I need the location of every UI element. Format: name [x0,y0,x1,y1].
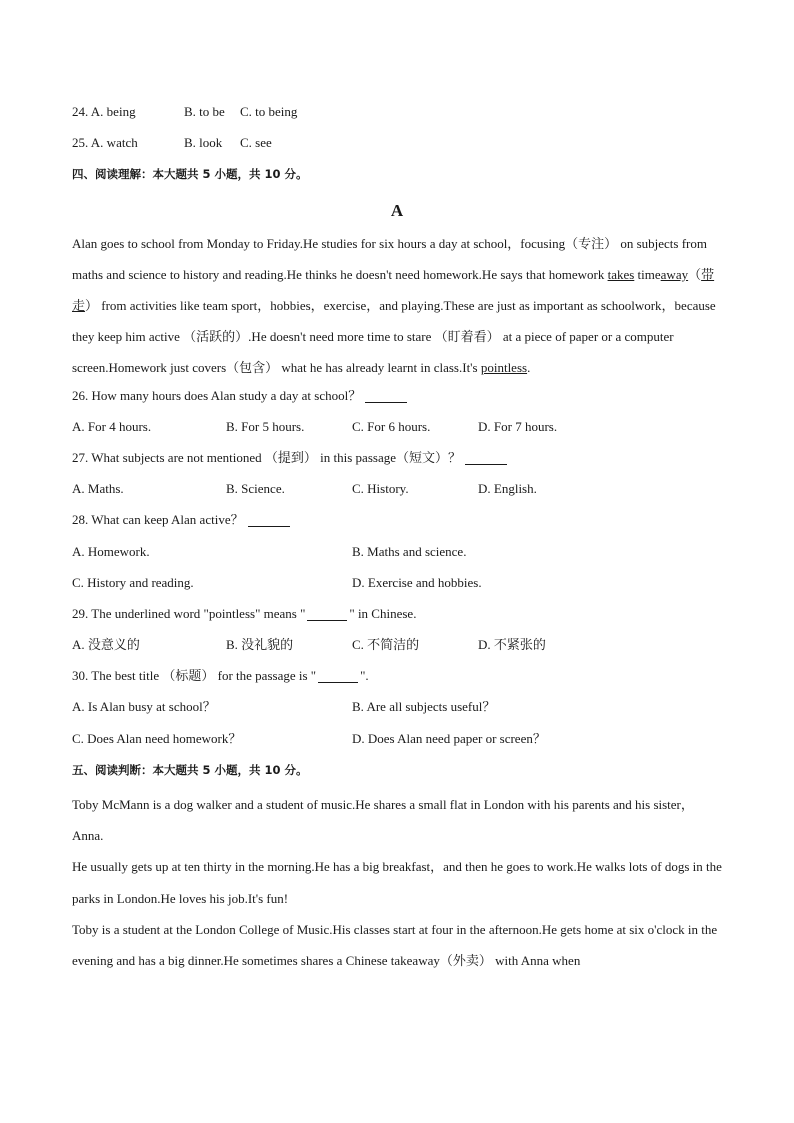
q29-option-d: D. 不紧张的 [478,637,546,653]
underlined-away: away [660,266,689,282]
q27-option-c: C. History. [352,481,409,497]
passage-a-paren: （ [688,266,702,282]
question-30-options-cd [72,727,722,758]
q27-stem-text: 27. What subjects are not mentioned （提到） in this passage（短文）？ [72,449,461,465]
q27-option-a: A. Maths. [72,481,124,497]
q25-option-a [72,131,138,155]
section-5-heading: 五、阅读判断：本大题共 5 小题，共 10 分。 [72,762,308,777]
underlined-daizou: 带走 [72,266,715,313]
underlined-takes: takes [607,266,635,282]
q28-option-b: B. Maths and science. [352,543,467,559]
passage-a-title: A [390,200,404,220]
q25-option-c: C. see [240,135,272,151]
passage-a-end: . [527,360,531,376]
q27-option-b: B. Science. [226,481,285,497]
q28-stem-text: 28. What can keep Alan active？ [72,512,244,528]
q24-option-a-text: A. being [90,104,136,119]
q30-option-b: B. Are all subjects useful？ [352,699,496,715]
q24-option-b: B. to be [184,104,225,119]
question-27-stem [72,446,722,477]
q24-number: 24. [72,104,89,119]
answer-blank [248,512,290,527]
question-27-options [72,477,722,508]
passage-a-time: time [634,266,661,282]
question-29-options [72,633,722,664]
passage-a-part-1: Alan goes to school from Monday to Friday.He studies for six hours a day at school，focusing（专注） on subjects from maths and science to history and reading.He thinks he doesn't need homework.He says that homework [72,235,707,282]
q28-option-a: A. Homework. [72,543,150,559]
q28-option-d: D. Exercise and hobbies. [352,574,482,590]
question-28-stem [72,508,722,539]
q26-option-a: A. For 4 hours. [72,418,152,434]
q26-option-d: D. For 7 hours. [478,418,558,434]
question-26-options [72,415,722,446]
answer-blank [318,668,358,683]
section-4-heading: 四、阅读理解：本大题共 5 小题，共 10 分。 [72,167,308,182]
underlined-pointless: pointless [480,360,528,376]
q26-stem-text: 26. How many hours does Alan study a day at school？ [72,387,362,403]
question-30-options-ab [72,695,722,726]
question-26-stem [72,384,722,415]
q30-option-c: C. Does Alan need homework？ [72,730,242,746]
q25-number: 25. [72,135,89,151]
q27-option-d: D. English. [478,481,537,497]
q26-option-c: C. For 6 hours. [352,418,431,434]
q25-option-a-text: A. watch [90,135,138,151]
q29-option-c: C. 不简洁的 [352,637,420,653]
q30-option-d: D. Does Alan need paper or screen？ [352,730,546,746]
q29-stem-post: " in Chinese. [349,605,417,621]
q29-option-b: B. 没礼貌的 [226,637,294,653]
q30-stem-pre: 30. The best title （标题） for the passage is " [72,668,317,684]
exam-page [72,100,722,976]
q25-option-b: B. look [184,135,223,151]
q29-option-a: A. 没意义的 [72,637,140,653]
q30-option-a: A. Is Alan busy at school？ [72,699,216,715]
passage-a-text [72,228,722,384]
q24-option-c: C. to being [240,104,298,119]
question-28-options-cd [72,571,722,602]
passage-a-part-2: ） from activities like team sport，hobbies，exercise，and playing.These are just as important as schoolwork，because they keep him active （活跃的）.He doesn't need more time to stare （盯着看） at a piece of paper or a computer screen.Homework just covers（包含） what he has already learnt in class.It's [72,297,716,376]
answer-blank [307,606,347,621]
passage-b-paragraph-1: Toby McMann is a dog walker and a student of music.He shares a small flat in London with his parents and his sister，Anna. [72,797,694,844]
q30-stem-post: ". [360,668,369,684]
question-25 [72,131,722,162]
question-29-stem [72,602,722,633]
q24-option-a [72,100,136,124]
question-24 [72,100,722,131]
passage-b-paragraph-3: Toby is a student at the London College of Music.His classes start at four in the afternoon.He gets home at six o'clock in the evening and has a big dinner.He sometimes shares a Chinese takeaway（外卖） with Anna when [72,921,718,969]
answer-blank [465,450,507,465]
answer-blank [365,388,407,403]
q28-option-c: C. History and reading. [72,574,194,590]
question-30-stem [72,664,722,695]
question-28-options-ab [72,540,722,571]
q26-option-b: B. For 5 hours. [226,418,305,434]
q29-stem-pre: 29. The underlined word "pointless" means " [72,605,306,621]
passage-b-paragraph-2: He usually gets up at ten thirty in the morning.He has a big breakfast，and then he goes to work.He walks lots of dogs in the parks in London.He loves his job.It's fun! [72,859,722,906]
